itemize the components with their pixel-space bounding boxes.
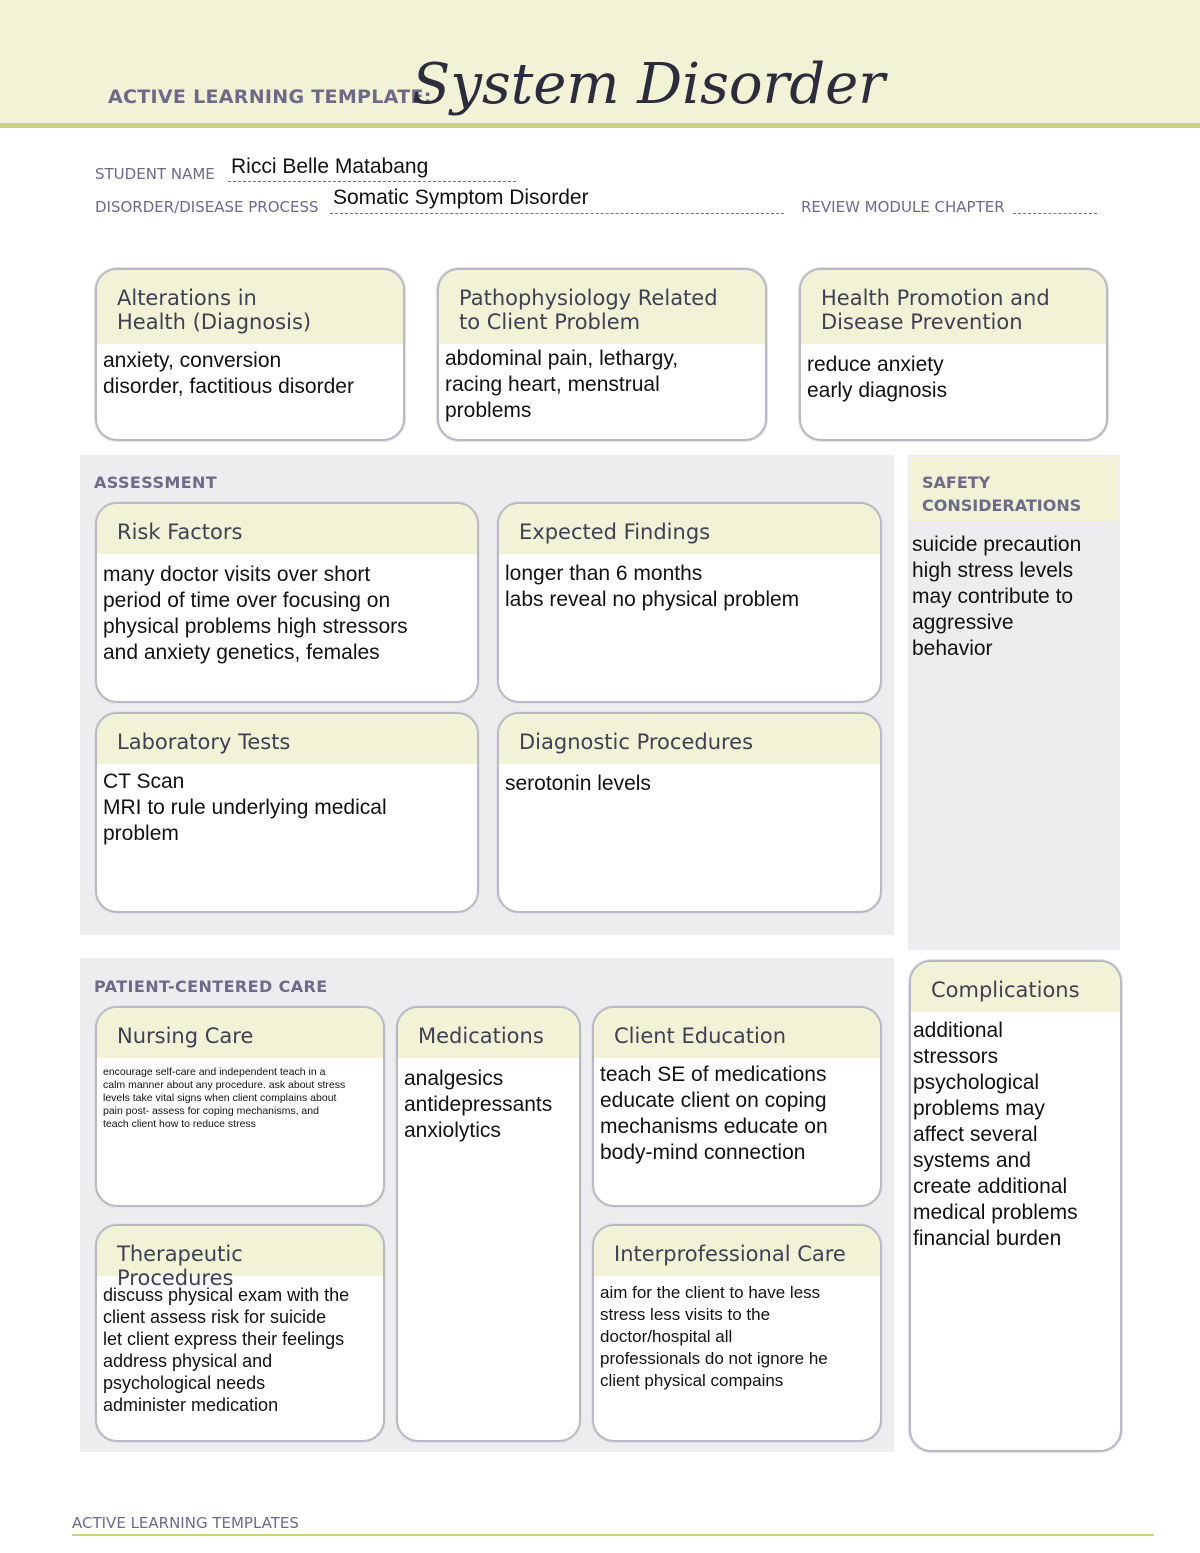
card-medications-title: Medications <box>398 1008 579 1058</box>
student-name-value[interactable]: Ricci Belle Matabang <box>231 155 429 178</box>
assessment-label: ASSESSMENT <box>94 473 218 492</box>
card-pathophysiology-body[interactable]: abdominal pain, lethargy, racing heart, menstrual problems <box>445 347 679 422</box>
card-therapeutic-procedures-title: Therapeutic Procedures <box>97 1226 383 1276</box>
footer-label: ACTIVE LEARNING TEMPLATES <box>72 1514 299 1532</box>
card-nursing-care-title: Nursing Care <box>97 1008 383 1058</box>
card-alterations <box>95 268 405 441</box>
card-risk-factors-title: Risk Factors <box>97 504 477 554</box>
card-interprofessional-care-title: Interprofessional Care <box>594 1226 880 1276</box>
disorder-value[interactable]: Somatic Symptom Disorder <box>333 186 589 209</box>
student-name-label: STUDENT NAME <box>95 165 215 183</box>
card-expected-findings-title: Expected Findings <box>499 504 880 554</box>
card-alterations-body[interactable]: anxiety, conversion disorder, factitious disorder <box>103 349 354 398</box>
chapter-label: REVIEW MODULE CHAPTER <box>801 198 1005 216</box>
card-health-promotion <box>799 268 1108 441</box>
disorder-label: DISORDER/DISEASE PROCESS <box>95 198 319 216</box>
card-diagnostic-procedures-body[interactable]: serotonin levels <box>505 772 651 795</box>
template-label: ACTIVE LEARNING TEMPLATE: <box>108 86 432 108</box>
card-health-promotion-body[interactable]: reduce anxiety early diagnosis <box>807 353 948 402</box>
card-risk-factors <box>95 502 479 703</box>
card-laboratory-tests-title: Laboratory Tests <box>97 714 477 764</box>
footer-line <box>72 1534 1154 1536</box>
card-expected-findings <box>497 502 882 703</box>
card-laboratory-tests <box>95 712 479 913</box>
card-client-education <box>592 1006 882 1207</box>
card-interprofessional-care-body[interactable]: aim for the client to have less stress less visits to the doctor/hospital all professionals do not ignore he client physical compains <box>600 1283 828 1390</box>
card-therapeutic-procedures <box>95 1224 385 1442</box>
card-interprofessional-care <box>592 1224 882 1442</box>
student-name-line <box>228 181 516 182</box>
card-client-education-body[interactable]: teach SE of medications educate client on coping mechanisms educate on body-mind connection <box>600 1063 828 1164</box>
card-alterations-title: Alterations in Health (Diagnosis) <box>97 270 403 344</box>
card-pathophysiology-title: Pathophysiology Related to Client Problem <box>439 270 765 344</box>
card-complications <box>909 960 1122 1452</box>
card-health-promotion-title: Health Promotion and Disease Prevention <box>801 270 1106 344</box>
template-title: System Disorder <box>412 52 886 117</box>
patient-care-label: PATIENT-CENTERED CARE <box>94 977 328 996</box>
card-risk-factors-body[interactable]: many doctor visits over short period of time over focusing on physical problems high stressors and anxiety genetics, females <box>103 563 408 664</box>
card-nursing-care-body[interactable]: encourage self-care and independent teach in a calm manner about any procedure. ask about stress levels take vital signs when client complains about pain post- assess for coping mechanisms, and teach client how to reduce stress <box>103 1066 346 1130</box>
card-complications-title: Complications <box>911 962 1120 1012</box>
card-medications-body[interactable]: analgesics antidepressants anxiolytics <box>404 1067 553 1142</box>
safety-label: SAFETY CONSIDERATIONS <box>910 457 1118 521</box>
disorder-line <box>330 213 784 214</box>
card-therapeutic-procedures-body[interactable]: discuss physical exam with the client assess risk for suicide let client express their feelings address physical and psychological needs administer medication <box>103 1285 350 1415</box>
card-nursing-care <box>95 1006 385 1207</box>
card-diagnostic-procedures <box>497 712 882 913</box>
card-expected-findings-body[interactable]: longer than 6 months labs reveal no physical problem <box>505 562 800 611</box>
chapter-line[interactable] <box>1013 213 1097 214</box>
card-medications <box>396 1006 581 1442</box>
card-laboratory-tests-body[interactable]: CT Scan MRI to rule underlying medical problem <box>103 770 387 845</box>
card-complications-body[interactable]: additional stressors psychological problems may affect several systems and create additional medical problems financial burden <box>913 1019 1078 1250</box>
card-diagnostic-procedures-title: Diagnostic Procedures <box>499 714 880 764</box>
safety-panel <box>908 455 1120 950</box>
card-client-education-title: Client Education <box>594 1008 880 1058</box>
safety-body[interactable]: suicide precaution high stress levels may contribute to aggressive behavior <box>912 533 1082 660</box>
card-pathophysiology <box>437 268 767 441</box>
